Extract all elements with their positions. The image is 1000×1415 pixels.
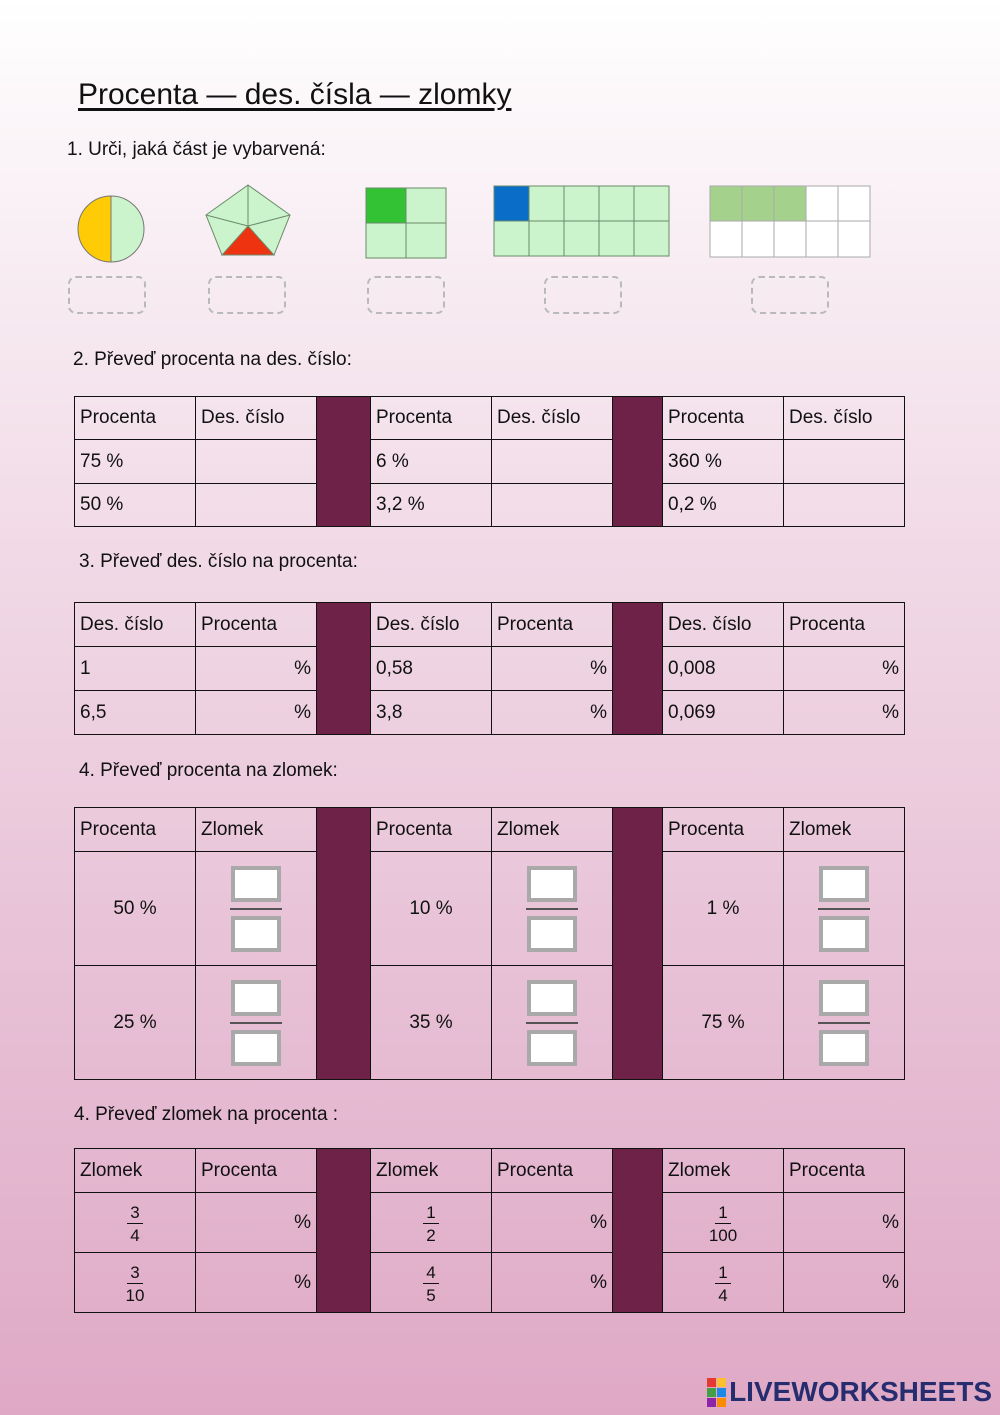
grid-cell <box>494 221 529 256</box>
fraction-value-cell <box>371 1193 492 1253</box>
liveworksheets-logo <box>707 1376 992 1408</box>
answer-cell[interactable] <box>492 440 613 484</box>
header-cell: Zlomek <box>196 808 317 852</box>
grid-cell <box>774 221 806 257</box>
table-row <box>75 691 905 735</box>
grid-cell <box>599 186 634 221</box>
table-row <box>75 440 905 484</box>
percent-value-cell: 1 % <box>663 852 784 966</box>
column-separator <box>317 1149 371 1313</box>
fraction-answer-cell <box>196 966 317 1080</box>
logo-square-yellow <box>717 1378 726 1387</box>
header-cell: Procenta <box>492 603 613 647</box>
grid-5x2-partial-figure <box>708 184 872 260</box>
answer-input-pentagon[interactable] <box>208 276 286 314</box>
fraction-bar <box>818 1022 870 1024</box>
fraction-denominator: 4 <box>130 1225 140 1245</box>
grid-2x2-figure <box>364 186 448 260</box>
header-cell: Procenta <box>784 603 905 647</box>
section5-heading: 4. Převeď zlomek na procenta : <box>74 1104 339 1125</box>
grid-cell <box>366 223 406 258</box>
header-cell: Zlomek <box>371 1149 492 1193</box>
fraction-denominator: 10 <box>125 1285 145 1305</box>
fraction-numerator: 1 <box>715 1264 730 1284</box>
logo-square-orange <box>717 1398 726 1407</box>
grid-cell <box>406 223 446 258</box>
header-cell: Procenta <box>784 1149 905 1193</box>
answer-cell[interactable] <box>784 440 905 484</box>
fraction-bar <box>526 1022 578 1024</box>
percent-answer-cell[interactable]: % <box>492 691 613 735</box>
grid-cell <box>634 186 669 221</box>
table-header-row <box>75 603 905 647</box>
percent-answer-cell[interactable]: % <box>196 647 317 691</box>
numerator-input[interactable] <box>231 980 281 1016</box>
fraction-value-cell <box>663 1193 784 1253</box>
fraction-value-cell <box>371 1253 492 1313</box>
grid-cell <box>710 221 742 257</box>
value-cell: 3,8 <box>371 691 492 735</box>
grid-cell <box>564 186 599 221</box>
header-cell: Zlomek <box>75 1149 196 1193</box>
percent-value-cell: 35 % <box>371 966 492 1080</box>
table-row <box>75 1193 905 1253</box>
section2-heading: 2. Převeď procenta na des. číslo: <box>73 349 352 370</box>
percent-value-cell: 10 % <box>371 852 492 966</box>
grid-5x2-figure <box>492 184 672 258</box>
grid-cell-shaded <box>494 186 529 221</box>
answer-input-grid-5x2-partial[interactable] <box>751 276 829 314</box>
header-cell: Procenta <box>492 1149 613 1193</box>
value-cell: 50 % <box>75 484 196 527</box>
grid-cell-shaded <box>366 188 406 223</box>
section3-heading: 3. Převeď des. číslo na procenta: <box>79 551 358 572</box>
column-separator <box>613 1149 663 1313</box>
numerator-input[interactable] <box>527 866 577 902</box>
numerator-input[interactable] <box>527 980 577 1016</box>
header-cell: Procenta <box>371 808 492 852</box>
percent-value-cell: 75 % <box>663 966 784 1080</box>
column-separator <box>317 603 371 735</box>
grid-cell <box>806 221 838 257</box>
header-cell: Procenta <box>75 397 196 440</box>
fraction-denominator: 5 <box>426 1285 436 1305</box>
fraction-numerator: 4 <box>423 1264 438 1284</box>
header-cell: Zlomek <box>663 1149 784 1193</box>
grid-cell <box>838 221 870 257</box>
table-row <box>75 966 905 1080</box>
grid-cell <box>406 188 446 223</box>
header-cell: Procenta <box>663 397 784 440</box>
fraction-denominator: 100 <box>708 1225 738 1245</box>
numerator-input[interactable] <box>819 866 869 902</box>
logo-square-purple <box>707 1398 716 1407</box>
fraction-answer-cell <box>784 852 905 966</box>
logo-square-green <box>707 1388 716 1397</box>
percent-answer-cell[interactable]: % <box>784 1193 905 1253</box>
denominator-input[interactable] <box>819 1030 869 1066</box>
value-cell: 0,58 <box>371 647 492 691</box>
column-separator <box>613 808 663 1080</box>
answer-cell[interactable] <box>196 484 317 527</box>
page-title: Procenta — des. čísla — zlomky <box>78 78 512 111</box>
section4-heading: 4. Převeď procenta na zlomek: <box>79 760 338 781</box>
value-cell: 6,5 <box>75 691 196 735</box>
fraction-value-cell <box>75 1253 196 1313</box>
pentagon-figure <box>204 182 292 258</box>
grid-cell-shaded <box>710 186 742 221</box>
table-percent-to-decimal <box>74 396 905 527</box>
header-cell: Des. číslo <box>371 603 492 647</box>
table-row <box>75 484 905 527</box>
fraction-numerator: 3 <box>127 1264 142 1284</box>
header-cell: Procenta <box>75 808 196 852</box>
header-cell: Procenta <box>196 603 317 647</box>
grid-cell <box>838 186 870 221</box>
fraction-bar <box>230 908 282 910</box>
denominator-input[interactable] <box>819 916 869 952</box>
answer-cell[interactable] <box>492 484 613 527</box>
circle-shaded-part <box>78 196 111 262</box>
percent-answer-cell[interactable]: % <box>784 691 905 735</box>
value-cell: 1 <box>75 647 196 691</box>
percent-answer-cell[interactable]: % <box>196 691 317 735</box>
logo-text: LIVEWORKSHEETS <box>729 1376 992 1407</box>
header-cell: Des. číslo <box>492 397 613 440</box>
grid-cell <box>806 186 838 221</box>
header-cell: Zlomek <box>784 808 905 852</box>
fraction-value-cell <box>663 1253 784 1313</box>
grid-cell <box>742 221 774 257</box>
answer-input-grid-2x2[interactable] <box>367 276 445 314</box>
value-cell: 360 % <box>663 440 784 484</box>
logo-square-blue <box>717 1388 726 1397</box>
table-row <box>75 647 905 691</box>
answer-cell[interactable] <box>784 484 905 527</box>
column-separator <box>317 397 371 527</box>
header-cell: Procenta <box>196 1149 317 1193</box>
fraction-denominator: 2 <box>426 1225 436 1245</box>
header-cell: Des. číslo <box>663 603 784 647</box>
percent-value-cell: 50 % <box>75 852 196 966</box>
value-cell: 6 % <box>371 440 492 484</box>
grid-cell-shaded <box>742 186 774 221</box>
value-cell: 0,069 <box>663 691 784 735</box>
grid-cell-shaded <box>774 186 806 221</box>
fraction-answer-cell <box>492 852 613 966</box>
numerator-input[interactable] <box>231 866 281 902</box>
header-cell: Des. číslo <box>196 397 317 440</box>
percent-answer-cell[interactable]: % <box>784 647 905 691</box>
header-cell: Des. číslo <box>784 397 905 440</box>
percent-answer-cell[interactable]: % <box>784 1253 905 1313</box>
percent-answer-cell[interactable]: % <box>196 1193 317 1253</box>
grid-cell <box>634 221 669 256</box>
fraction-bar <box>818 908 870 910</box>
denominator-input[interactable] <box>231 1030 281 1066</box>
logo-mark-icon <box>707 1378 726 1407</box>
header-cell: Procenta <box>663 808 784 852</box>
percent-value-cell: 25 % <box>75 966 196 1080</box>
table-header-row <box>75 808 905 852</box>
table-percent-to-fraction <box>74 807 905 1080</box>
percent-answer-cell[interactable]: % <box>492 1253 613 1313</box>
table-fraction-to-percent <box>74 1148 905 1313</box>
numerator-input[interactable] <box>819 980 869 1016</box>
fraction-answer-cell <box>196 852 317 966</box>
denominator-input[interactable] <box>527 916 577 952</box>
fraction-numerator: 1 <box>715 1204 730 1224</box>
value-cell: 0,2 % <box>663 484 784 527</box>
section1-heading: 1. Urči, jaká část je vybarvená: <box>67 139 326 160</box>
fraction-bar <box>526 908 578 910</box>
denominator-input[interactable] <box>527 1030 577 1066</box>
table-header-row <box>75 1149 905 1193</box>
grid-cell <box>529 186 564 221</box>
column-separator <box>613 397 663 527</box>
denominator-input[interactable] <box>231 916 281 952</box>
fraction-value-cell <box>75 1193 196 1253</box>
percent-answer-cell[interactable]: % <box>492 647 613 691</box>
fraction-answer-cell <box>492 966 613 1080</box>
header-cell: Des. číslo <box>75 603 196 647</box>
circle-unshaded-part <box>111 196 144 262</box>
percent-answer-cell[interactable]: % <box>492 1193 613 1253</box>
column-separator <box>613 603 663 735</box>
table-header-row <box>75 397 905 440</box>
grid-cell <box>529 221 564 256</box>
percent-answer-cell[interactable]: % <box>196 1253 317 1313</box>
grid-cell <box>564 221 599 256</box>
fraction-numerator: 3 <box>127 1204 142 1224</box>
answer-input-circle[interactable] <box>68 276 146 314</box>
logo-square-red <box>707 1378 716 1387</box>
value-cell: 75 % <box>75 440 196 484</box>
fraction-denominator: 4 <box>718 1285 728 1305</box>
fraction-bar <box>230 1022 282 1024</box>
fraction-answer-cell <box>784 966 905 1080</box>
value-cell: 0,008 <box>663 647 784 691</box>
table-row <box>75 1253 905 1313</box>
grid-cell <box>599 221 634 256</box>
half-circle-figure <box>76 194 146 264</box>
header-cell: Zlomek <box>492 808 613 852</box>
fraction-numerator: 1 <box>423 1204 438 1224</box>
value-cell: 3,2 % <box>371 484 492 527</box>
table-row <box>75 852 905 966</box>
answer-cell[interactable] <box>196 440 317 484</box>
table-decimal-to-percent <box>74 602 905 735</box>
answer-input-grid-5x2[interactable] <box>544 276 622 314</box>
header-cell: Procenta <box>371 397 492 440</box>
column-separator <box>317 808 371 1080</box>
